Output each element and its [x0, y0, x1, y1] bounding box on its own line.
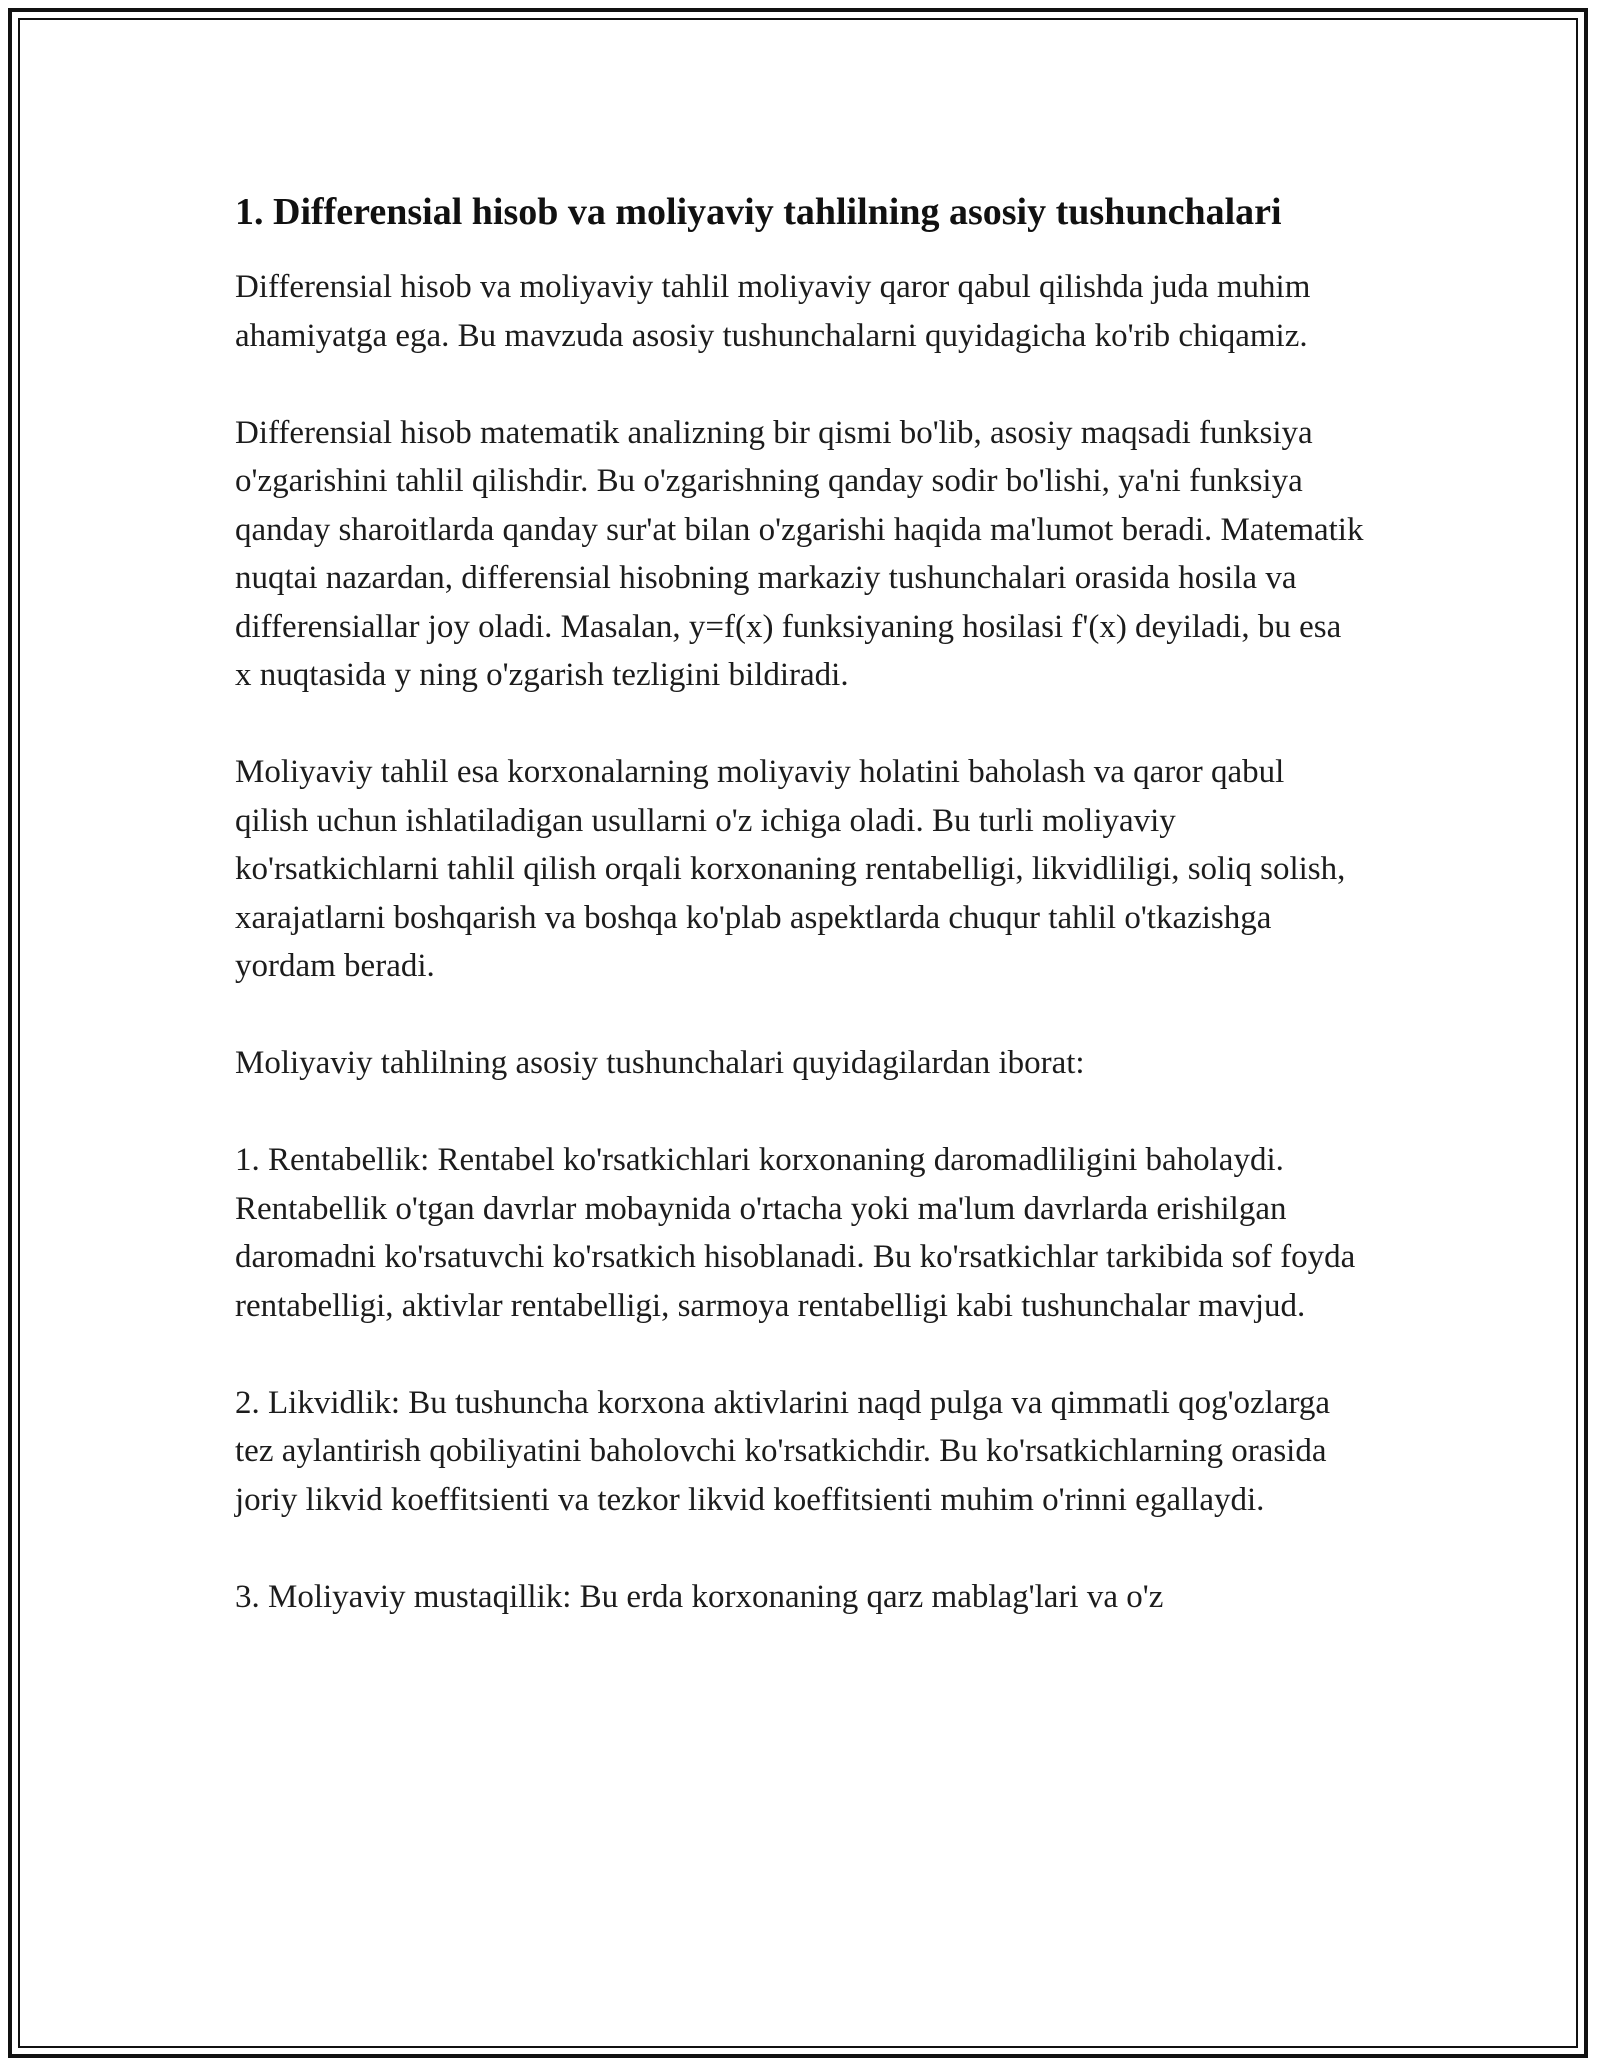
paragraph-differential-calculus: Differensial hisob matematik analizning bir qismi bo'lib, asosiy maqsadi funksiya o'zgarishini tahlil qilishdir. Bu o'zgarishning qanday sodir bo'lishi, ya'ni funksiya qanday sharoitlarda qanday sur'at bilan o'zgarishi haqida ma'lumot beradi. Matematik nuqtai nazardan, differensial hisobning markaziy tushunchalari orasida hosila va differensiallar joy oladi. Masalan, y=f(x) funksiyaning hosilasi f'(x) deyiladi, bu esa x nuqtasida y ning o'zgarish tezligini bildiradi. [235, 414, 1364, 693]
document-title: 1. Differensial hisob va moliyaviy tahlilning asosiy tushunchalari [235, 191, 1282, 233]
document-body [235, 185, 1365, 1670]
list-item-profitability: 1. Rentabellik: Rentabel ko'rsatkichlari korxonaning daromadliligini baholaydi. Rentabellik o'tgan davrlar mobaynida o'rtacha yoki ma'lum davrlarda erishilgan daromadni ko'rsatuvchi ko'rsatkich hisoblanadi. Bu ko'rsatkichlar tarkibida sof foyda rentabelligi, aktivlar rentabelligi, sarmoya rentabelligi kabi tushunchalar mavjud. [235, 1142, 1356, 1324]
list-item-liquidity: 2. Likvidlik: Bu tushuncha korxona aktivlarini naqd pulga va qimmatli qog'ozlarga tez aylantirish qobiliyatini baholovchi ko'rsatkichdir. Bu ko'rsatkichlarning orasida joriy likvid koeffitsienti va tezkor likvid koeffitsienti muhim o'rinni egallaydi. [235, 1384, 1331, 1518]
paragraph-intro: Differensial hisob va moliyaviy tahlil moliyaviy qaror qabul qilishda juda muhim ahamiyatga ega. Bu mavzuda asosiy tushunchalarni quyidagicha ko'rib chiqamiz. [235, 269, 1311, 354]
paragraph-financial-analysis: Moliyaviy tahlil esa korxonalarning moliyaviy holatini baholash va qaror qabul qilish uchun ishlatiladigan usullarni o'z ichiga oladi. Bu turli moliyaviy ko'rsatkichlarni tahlil qilish orqali korxonaning rentabelligi, likvidliligi, soliq solish, xarajatlarni boshqarish va boshqa ko'plab aspektlarda chuqur tahlil o'tkazishga yordam beradi. [235, 754, 1346, 984]
paragraph-concepts-intro: Moliyaviy tahlilning asosiy tushunchalari quyidagilardan iborat: [235, 1045, 1085, 1081]
list-item-financial-independence: 3. Moliyaviy mustaqillik: Bu erda korxonaning qarz mablag'lari va o'z [235, 1578, 1164, 1615]
